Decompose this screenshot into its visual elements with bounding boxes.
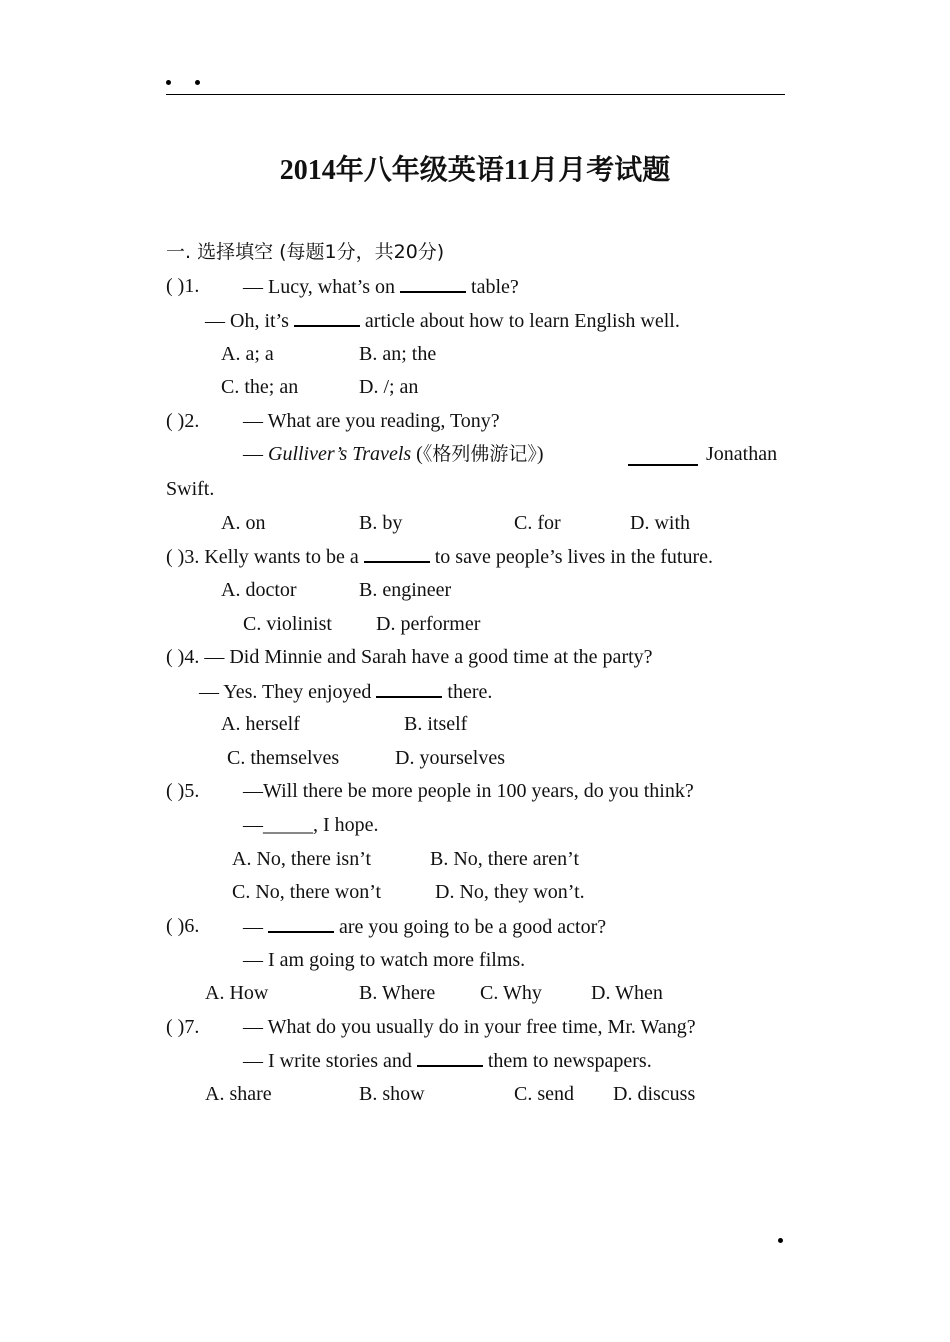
question-1-line-1: [243, 273, 519, 300]
header-bullet-right: [195, 80, 200, 85]
question-3-option-c: C. violinist: [243, 613, 332, 635]
question-6-option-d: D. When: [591, 982, 663, 1004]
question-4-text-a: — Yes. They enjoyed: [199, 681, 372, 703]
question-5-line-1: —Will there be more people in 100 years, do you think?: [243, 780, 694, 802]
question-5-option-d: D. No, they won’t.: [435, 881, 585, 903]
question-1-option-d: D. /; an: [359, 376, 419, 398]
question-6-number: ( )6.: [166, 915, 200, 937]
question-1-text-c: — Oh, it’s: [205, 310, 289, 332]
question-5-option-c: C. No, there won’t: [232, 881, 382, 903]
question-2-option-a: A. on: [221, 512, 266, 534]
question-1-line-2: [205, 307, 680, 334]
question-3-text-a: Kelly wants to be a: [204, 546, 359, 568]
question-4-option-c: C. themselves: [227, 747, 340, 769]
question-4-text-b: there.: [447, 681, 493, 703]
answer-blank: [400, 273, 466, 293]
question-5-option-a: A. No, there isn’t: [232, 848, 372, 870]
header-bullet-left: [166, 80, 171, 85]
question-2-book-title: Gulliver’s Travels: [268, 443, 412, 465]
question-6-text: are you going to be a good actor?: [339, 916, 607, 938]
question-4-line-1: [166, 644, 653, 670]
question-7-text-a: — I write stories and: [243, 1050, 412, 1072]
page-header-rule: [166, 72, 785, 95]
question-6-dash: —: [243, 916, 263, 938]
page-title: 2014年八年级英语11月月考试题: [279, 155, 671, 186]
answer-blank: [628, 446, 698, 466]
question-1-text-d: article about how to learn English well.: [364, 310, 680, 332]
question-4-line-2: [199, 678, 492, 705]
question-2-line-1: — What are you reading, Tony?: [243, 410, 500, 432]
question-4-option-b: B. itself: [404, 713, 468, 735]
answer-blank: [376, 678, 442, 698]
section-heading: 一. 选择填空 (每题1分，共20分): [166, 241, 445, 263]
question-6-line-2: — I am going to watch more films.: [243, 949, 526, 971]
answer-blank: [417, 1047, 483, 1067]
question-3-option-b: B. engineer: [359, 579, 452, 601]
question-4-number: ( )4.: [166, 646, 200, 668]
question-7-number: ( )7.: [166, 1016, 200, 1038]
question-1-option-a: A. a; a: [221, 343, 274, 365]
question-3-option-a: A. doctor: [221, 579, 297, 601]
question-3-line: [166, 543, 713, 570]
question-6-option-a: A. How: [205, 982, 269, 1004]
question-7-option-d: D. discuss: [613, 1083, 696, 1105]
question-4-option-d: D. yourselves: [395, 747, 505, 769]
question-7-option-c: C. send: [514, 1083, 574, 1105]
question-2-continuation: Swift.: [166, 478, 215, 500]
question-1-text-a: — Lucy, what’s on: [243, 276, 396, 298]
question-2-paren-open: (: [416, 443, 423, 465]
question-4-option-a: A. herself: [221, 713, 300, 735]
footer-bullet: [778, 1238, 783, 1243]
question-5-number: ( )5.: [166, 780, 200, 802]
question-2-paren-close: ): [536, 443, 544, 465]
question-2-option-b: B. by: [359, 512, 403, 534]
question-2-book-title-cn: 《格列佛游记》: [422, 443, 537, 465]
question-7-line-2: [243, 1047, 652, 1074]
question-1-option-b: B. an; the: [359, 343, 437, 365]
question-7-option-b: B. show: [359, 1083, 425, 1105]
question-7-line-1: — What do you usually do in your free time, Mr. Wang?: [243, 1016, 696, 1038]
question-5-line-2: —_____, I hope.: [243, 814, 379, 836]
answer-blank: [294, 307, 360, 327]
question-6-line-1: [243, 913, 606, 940]
question-1-text-b: table?: [471, 276, 519, 298]
question-2-number: ( )2.: [166, 410, 200, 432]
question-2-after-blank: Jonathan: [706, 443, 778, 465]
question-1-option-c: C. the; an: [221, 376, 299, 398]
answer-blank: [268, 913, 334, 933]
question-5-option-b: B. No, there aren’t: [430, 848, 580, 870]
question-6-option-c: C. Why: [480, 982, 542, 1004]
question-7-option-a: A. share: [205, 1083, 272, 1105]
question-2-dash: —: [243, 443, 263, 465]
question-6-option-b: B. Where: [359, 982, 436, 1004]
question-2-option-d: D. with: [630, 512, 690, 534]
question-4-text: — Did Minnie and Sarah have a good time at the party?: [204, 646, 653, 668]
question-2-option-c: C. for: [514, 512, 561, 534]
question-3-option-d: D. performer: [376, 613, 481, 635]
question-1-number: ( )1.: [166, 275, 200, 297]
question-2-line-2: [243, 441, 544, 467]
answer-blank: [364, 543, 430, 563]
question-3-text-b: to save people’s lives in the future.: [434, 546, 713, 568]
question-3-number: ( )3.: [166, 546, 200, 568]
question-7-text-b: them to newspapers.: [487, 1050, 652, 1072]
